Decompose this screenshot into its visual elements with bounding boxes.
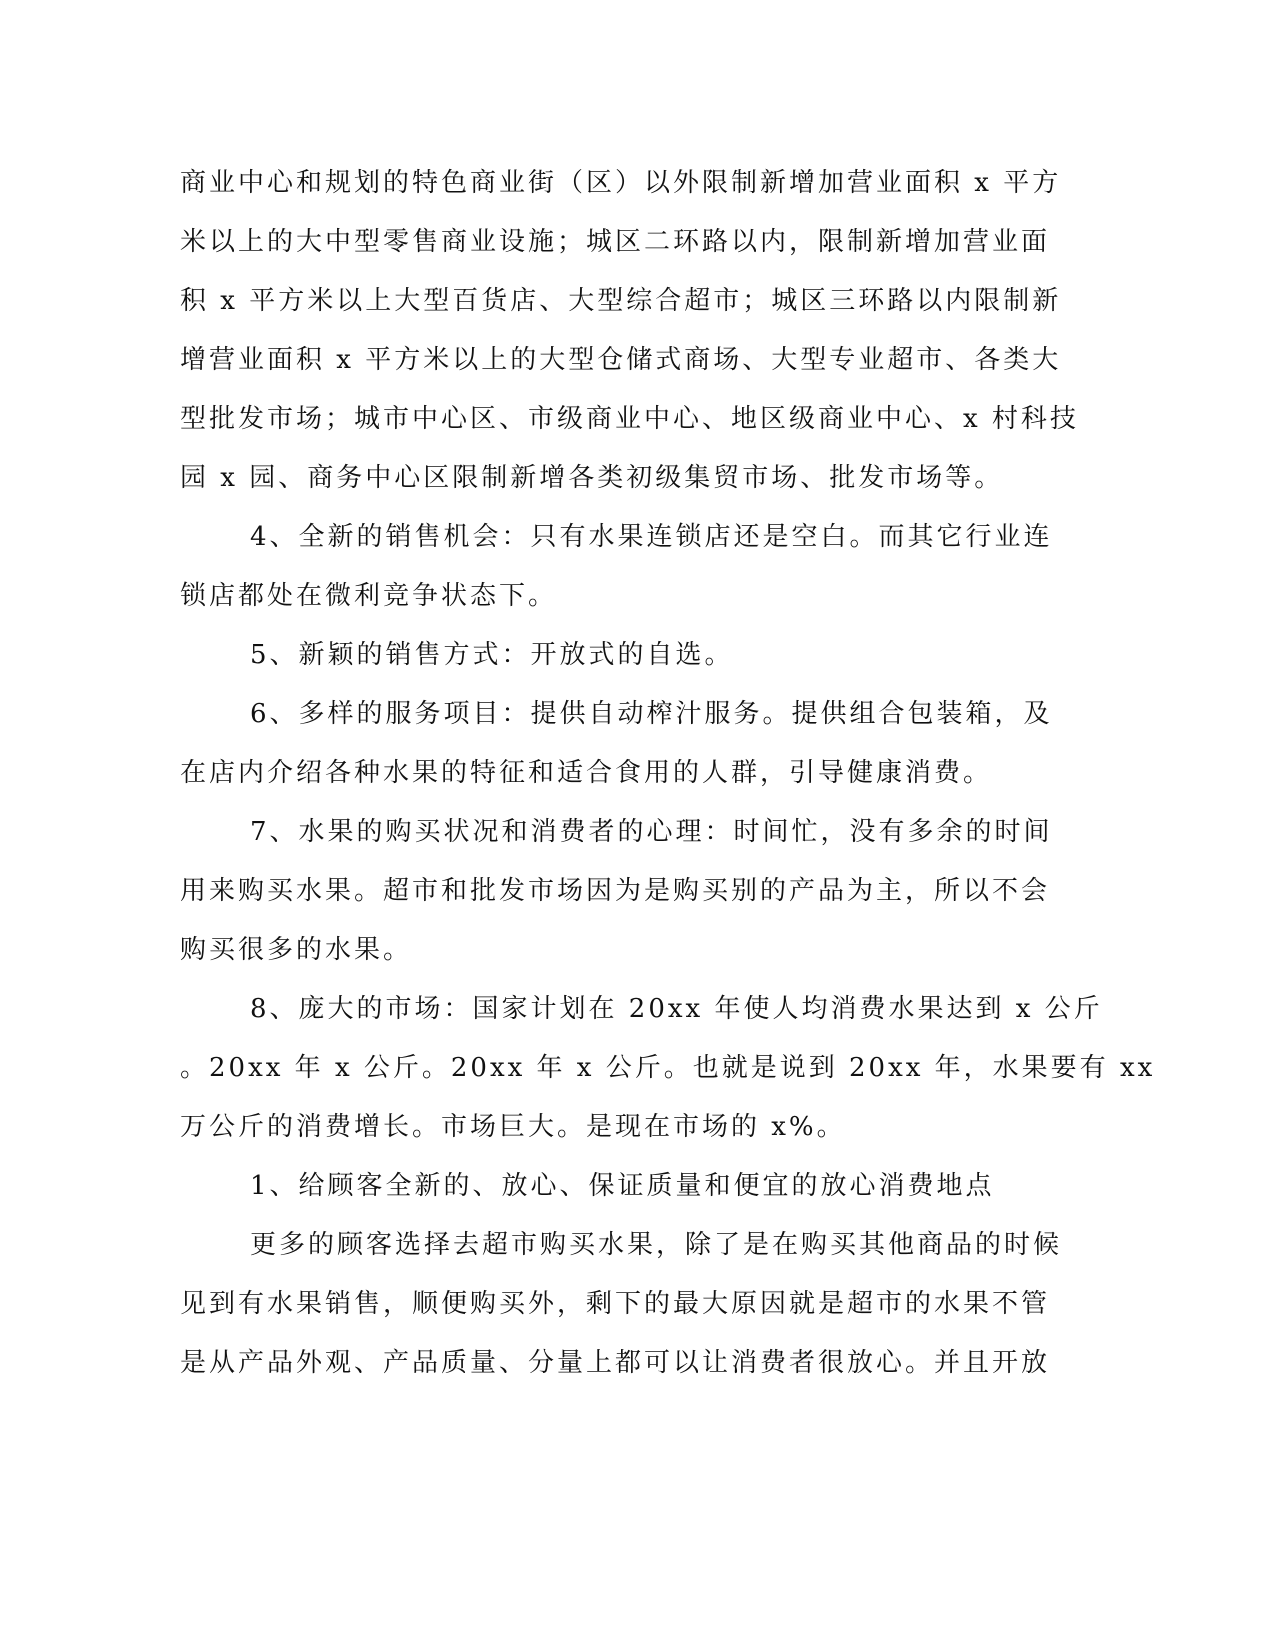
paragraph-first-line: 更多的顾客选择去超市购买水果，除了是在购买其他商品的时候 <box>250 1230 1063 1260</box>
text-line: 是从产品外观、产品质量、分量上都可以让消费者很放心。并且开放 <box>180 1348 1051 1378</box>
document-body <box>180 154 1156 1393</box>
text-line: 在店内介绍各种水果的特征和适合食用的人群，引导健康消费。 <box>180 758 993 788</box>
text-line: 。20xx 年 x 公斤。20xx 年 x 公斤。也就是说到 20xx 年，水果要有 xx <box>180 1053 1156 1083</box>
section-heading: 1、给顾客全新的、放心、保证质量和便宜的放心消费地点 <box>250 1171 995 1201</box>
text-line: 见到有水果销售，顺便购买外，剩下的最大原因就是超市的水果不管 <box>180 1289 1051 1319</box>
paragraph-first-line: 7、水果的购买状况和消费者的心理：时间忙，没有多余的时间 <box>250 817 1053 847</box>
paragraph-first-line: 4、全新的销售机会：只有水果连锁店还是空白。而其它行业连 <box>250 522 1053 552</box>
text-line: 购买很多的水果。 <box>180 935 413 965</box>
text-line: 锁店都处在微利竞争状态下。 <box>180 581 558 611</box>
paragraph-first-line: 6、多样的服务项目：提供自动榨汁服务。提供组合包装箱，及 <box>250 699 1053 729</box>
text-line: 商业中心和规划的特色商业街（区）以外限制新增加营业面积 x 平方 <box>180 168 1062 198</box>
text-line: 用来购买水果。超市和批发市场因为是购买别的产品为主，所以不会 <box>180 876 1051 906</box>
paragraph-first-line: 5、新颖的销售方式：开放式的自选。 <box>250 640 734 670</box>
text-line: 万公斤的消费增长。市场巨大。是现在市场的 x%。 <box>180 1112 846 1142</box>
text-line: 积 x 平方米以上大型百货店、大型综合超市；城区三环路以内限制新 <box>180 286 1062 316</box>
text-line: 型批发市场；城市中心区、市级商业中心、地区级商业中心、x 村科技 <box>180 404 1079 434</box>
text-line: 增营业面积 x 平方米以上的大型仓储式商场、大型专业超市、各类大 <box>180 345 1062 375</box>
paragraph-first-line: 8、庞大的市场：国家计划在 20xx 年使人均消费水果达到 x 公斤 <box>250 994 1103 1024</box>
text-line: 园 x 园、商务中心区限制新增各类初级集贸市场、批发市场等。 <box>180 463 1004 493</box>
text-line: 米以上的大中型零售商业设施；城区二环路以内，限制新增加营业面 <box>180 227 1051 257</box>
